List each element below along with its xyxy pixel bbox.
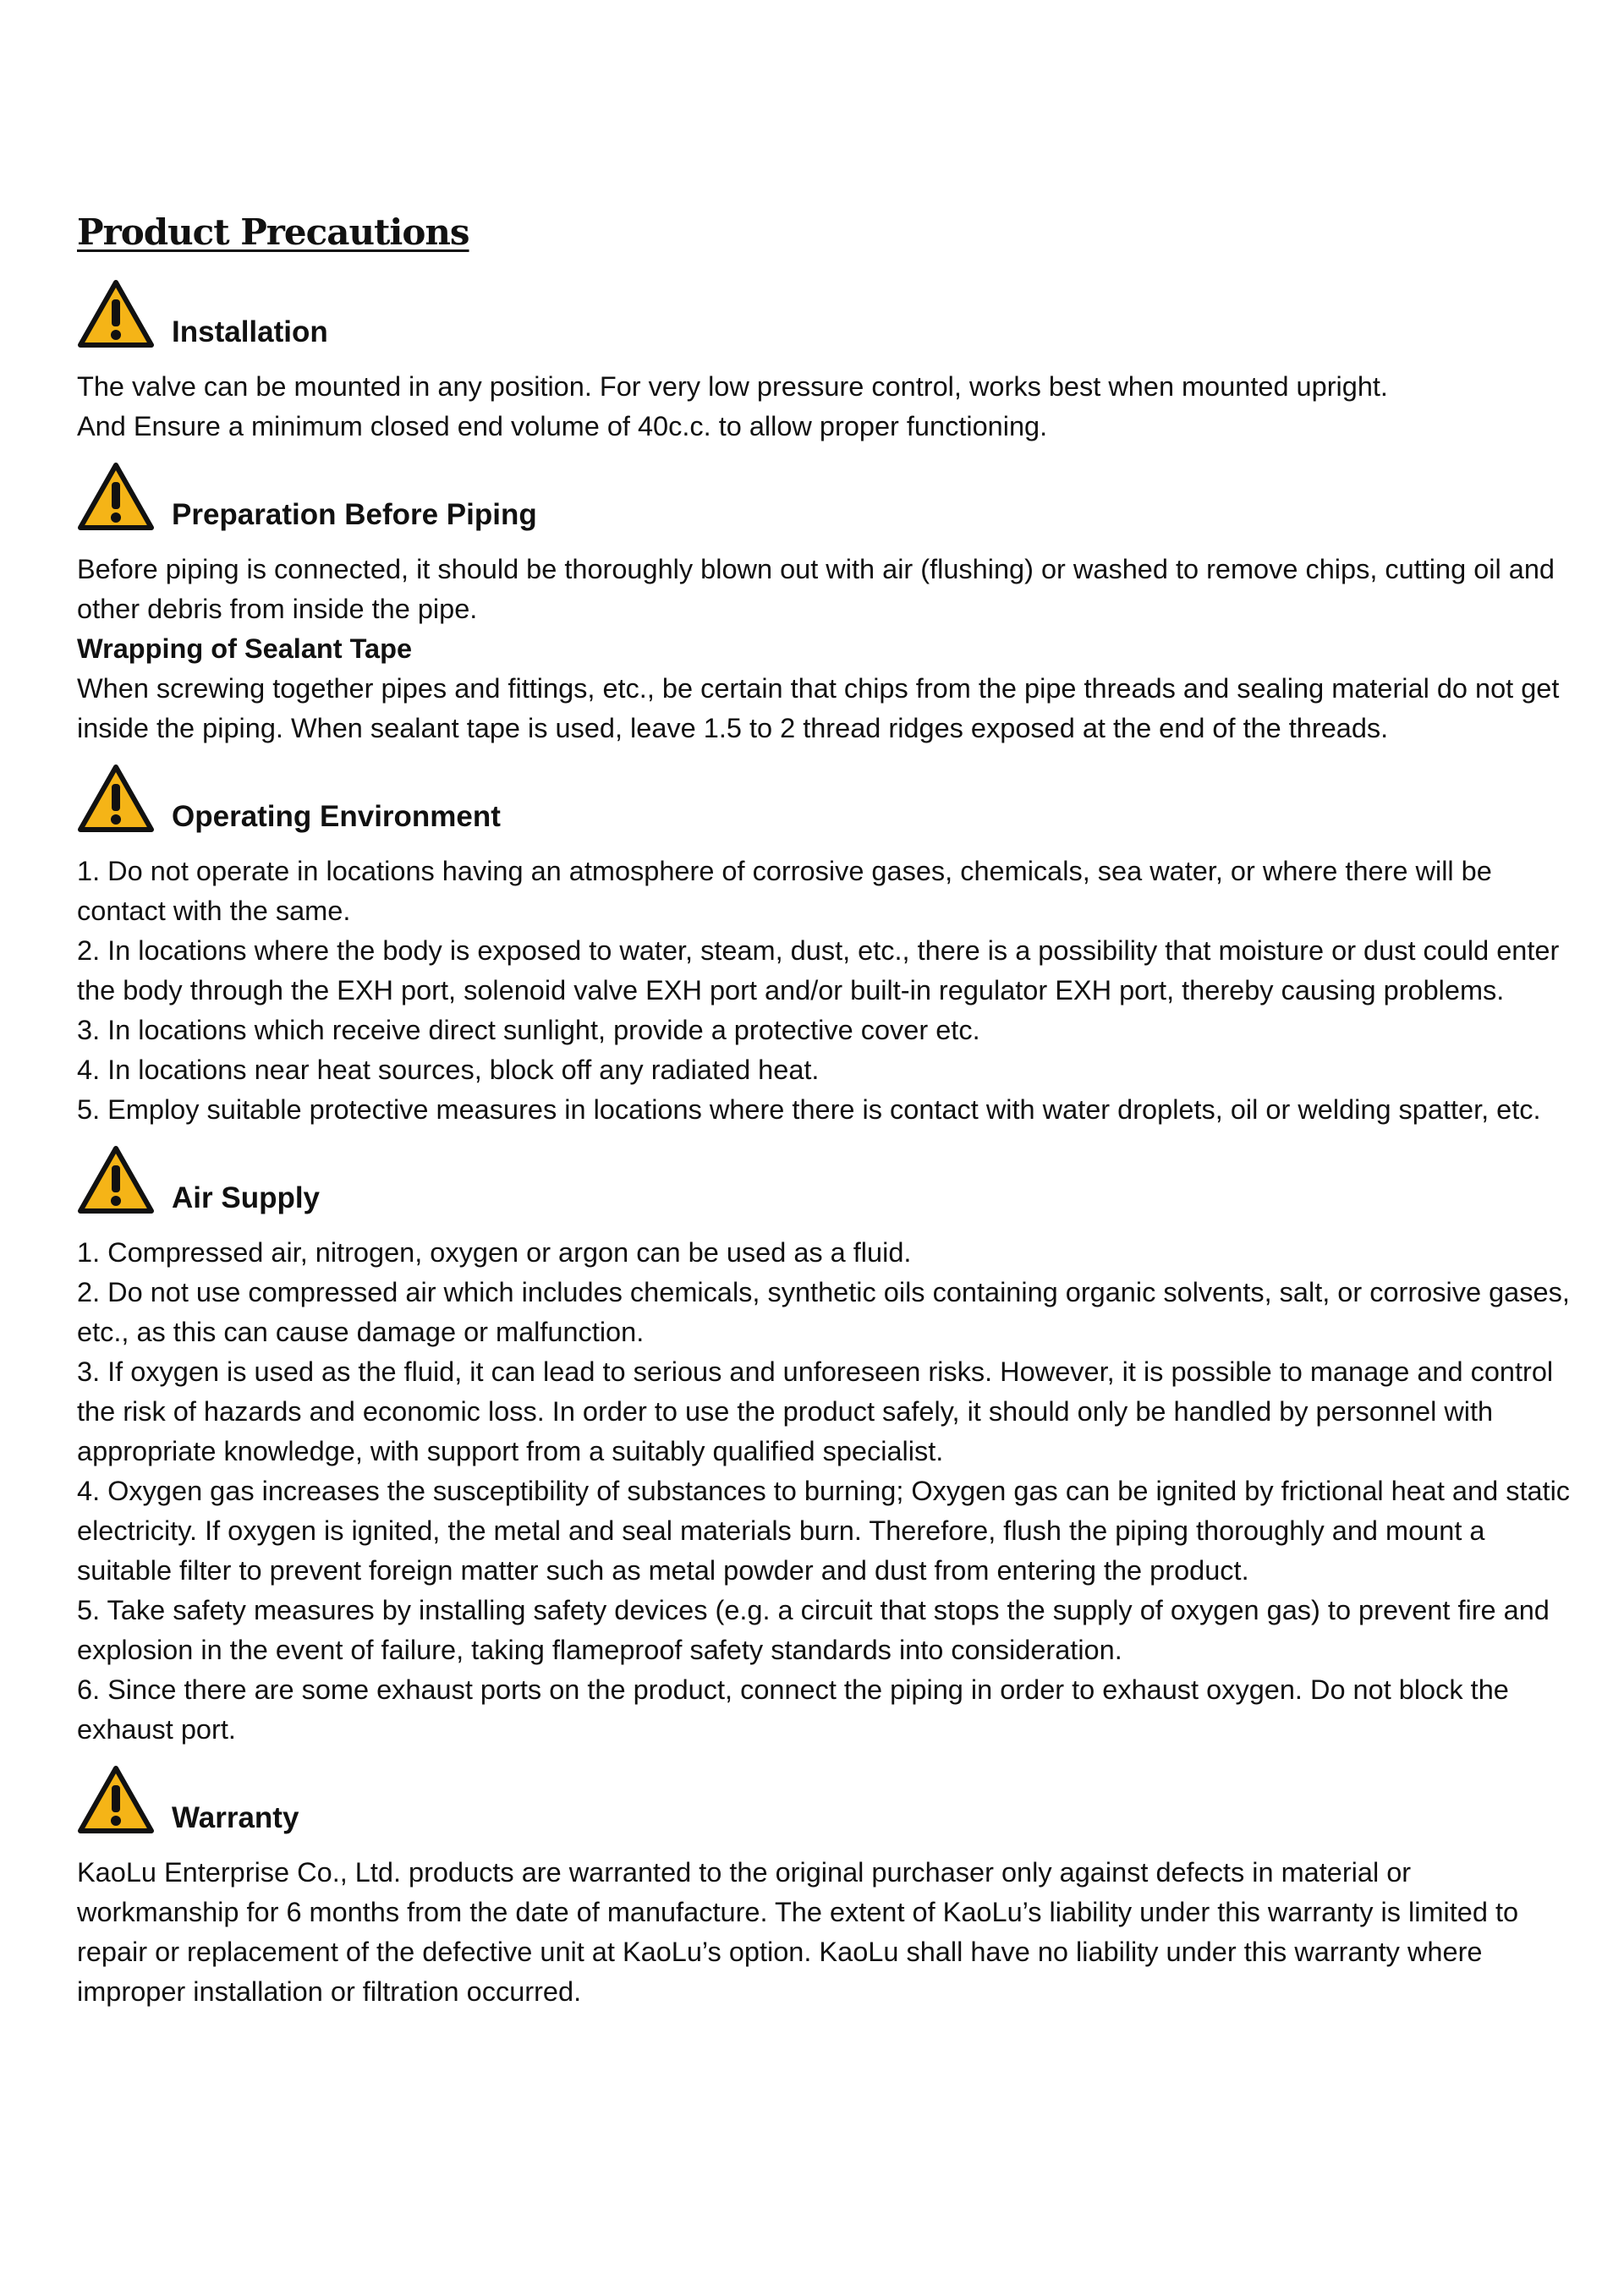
section-installation xyxy=(77,272,1574,447)
section-body xyxy=(77,367,1574,447)
warning-icon xyxy=(77,1765,155,1834)
list-item: 1. Compressed air, nitrogen, oxygen or argon can be used as a fluid. xyxy=(77,1237,912,1269)
warning-icon xyxy=(77,279,155,348)
warning-icon xyxy=(77,764,155,833)
paragraph: KaoLu Enterprise Co., Ltd. products are warranted to the original purchaser only against defects in material or workmanship for 6 months from the date of manufacture. The extent of KaoLu’s liability under this warranty is limited to repair or replacement of the defective unit at KaoLu’s option. KaoLu shall have no liability under this warranty where improper installation or filtration occurred. xyxy=(77,1857,1519,2008)
section-body xyxy=(77,852,1574,1130)
section-header xyxy=(77,272,1574,348)
list-item: 2. Do not use compressed air which includes chemicals, synthetic oils containing organic solvents, salt, or corrosive gases, etc., as this can cause damage or malfunction. xyxy=(77,1277,1570,1348)
list-item: 1. Do not operate in locations having an atmosphere of corrosive gases, chemicals, sea water, or where there will be contact with the same. xyxy=(77,856,1492,927)
list-item: 5. Take safety measures by installing safety devices (e.g. a circuit that stops the supply of oxygen gas) to prevent fire and explosion in the event of failure, taking flameproof safety standards into consideration. xyxy=(77,1595,1550,1666)
list-item: 3. In locations which receive direct sunlight, provide a protective cover etc. xyxy=(77,1015,980,1046)
section-preparation-before-piping xyxy=(77,455,1574,748)
section-title: Air Supply xyxy=(172,1181,321,1215)
list-item: 4. In locations near heat sources, block off any radiated heat. xyxy=(77,1055,820,1086)
section-title: Operating Environment xyxy=(172,800,501,834)
section-body xyxy=(77,1233,1574,1750)
warning-icon xyxy=(77,1145,155,1214)
section-header xyxy=(77,1758,1574,1834)
document-content xyxy=(77,211,1574,2012)
section-header xyxy=(77,455,1574,531)
warning-icon xyxy=(77,462,155,531)
section-body xyxy=(77,1853,1574,2012)
subsection-title: Wrapping of Sealant Tape xyxy=(77,633,413,665)
list-item: 5. Employ suitable protective measures in locations where there is contact with water droplets, oil or welding spatter, etc. xyxy=(77,1094,1541,1126)
section-warranty xyxy=(77,1758,1574,2012)
section-operating-environment xyxy=(77,757,1574,1130)
paragraph: And Ensure a minimum closed end volume of 40c.c. to allow proper functioning. xyxy=(77,411,1048,442)
section-body xyxy=(77,550,1574,748)
section-air-supply xyxy=(77,1138,1574,1750)
paragraph: When screwing together pipes and fittings, etc., be certain that chips from the pipe threads and sealing material do not get inside the piping. When sealant tape is used, leave 1.5 to 2 thread ridges exposed at the end of the threads. xyxy=(77,673,1560,744)
list-item: 6. Since there are some exhaust ports on the product, connect the piping in order to exhaust oxygen. Do not block the exhaust port. xyxy=(77,1674,1509,1745)
page-title: Product Precautions xyxy=(77,211,469,253)
list-item: 2. In locations where the body is exposed to water, steam, dust, etc., there is a possibility that moisture or dust could enter the body through the EXH port, solenoid valve EXH port and/or built-in regulator EXH port, thereby causing problems. xyxy=(77,935,1560,1006)
list-item: 3. If oxygen is used as the fluid, it can lead to serious and unforeseen risks. However, it is possible to manage and control the risk of hazards and economic loss. In order to use the product safely, it should only be handled by personnel with appropriate knowledge, with support from a suitably qualified specialist. xyxy=(77,1356,1554,1467)
paragraph: Before piping is connected, it should be thoroughly blown out with air (flushing) or washed to remove chips, cutting oil and other debris from inside the pipe. xyxy=(77,554,1555,625)
section-title: Installation xyxy=(172,315,328,349)
section-header xyxy=(77,757,1574,833)
section-title: Warranty xyxy=(172,1801,299,1835)
section-title: Preparation Before Piping xyxy=(172,498,537,532)
list-item: 4. Oxygen gas increases the susceptibility of substances to burning; Oxygen gas can be ignited by frictional heat and static electricity. If oxygen is ignited, the metal and seal materials burn. Therefore, flush the piping thoroughly and mount a suitable filter to prevent foreign matter such as metal powder and dust from entering the product. xyxy=(77,1476,1571,1586)
section-header xyxy=(77,1138,1574,1214)
paragraph: The valve can be mounted in any position. For very low pressure control, works best when mounted upright. xyxy=(77,371,1388,403)
